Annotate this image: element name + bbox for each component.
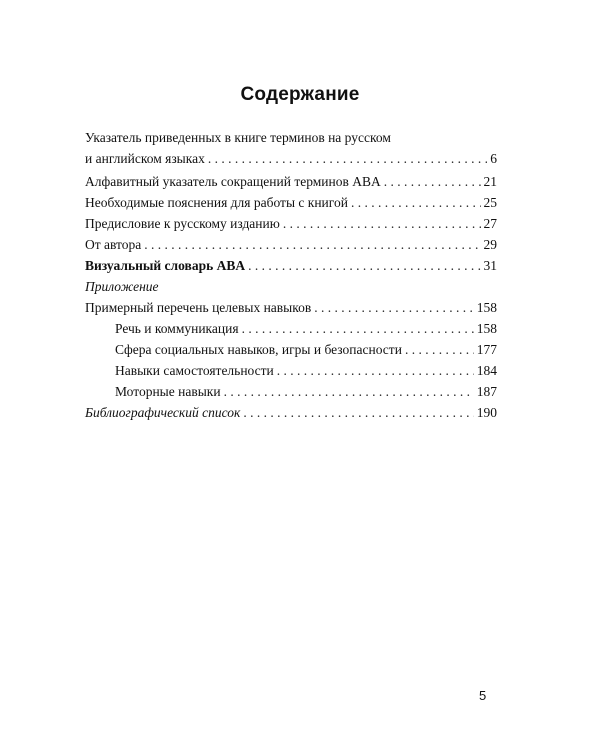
toc-entry-label: Моторные навыки bbox=[115, 384, 221, 399]
page-title: Содержание bbox=[240, 84, 360, 105]
toc-subentry bbox=[85, 339, 497, 360]
toc-entry-page: 187 bbox=[476, 384, 497, 399]
toc-entry bbox=[85, 192, 497, 213]
dot-leader bbox=[144, 234, 480, 255]
toc-entry-page: 31 bbox=[483, 258, 497, 273]
toc-entry bbox=[85, 402, 497, 423]
toc-entry-page: 158 bbox=[476, 321, 497, 336]
dot-leader bbox=[242, 318, 474, 339]
toc-entry-page: 21 bbox=[483, 174, 497, 189]
dot-leader bbox=[243, 402, 473, 423]
toc-entry-label: Сфера социальных навыков, игры и безопасности bbox=[115, 342, 402, 357]
toc-entry-label: Алфавитный указатель сокращений терминов ABA bbox=[85, 174, 381, 189]
dot-leader bbox=[314, 297, 474, 318]
toc-entry-label: От автора bbox=[85, 237, 142, 252]
toc-entry-page: 184 bbox=[476, 363, 497, 378]
toc-entry-page: 190 bbox=[476, 405, 497, 420]
toc-section-heading: Приложение bbox=[85, 279, 159, 294]
toc-entry-label: Предисловие к русскому изданию bbox=[85, 216, 280, 231]
dot-leader bbox=[384, 171, 481, 192]
toc-entry-page: 27 bbox=[483, 216, 497, 231]
toc-entry bbox=[85, 234, 497, 255]
toc-entry bbox=[85, 213, 497, 234]
toc-entry-label-continued: и английском языках bbox=[85, 151, 205, 166]
toc-entry bbox=[85, 297, 497, 318]
dot-leader bbox=[277, 360, 474, 381]
dot-leader bbox=[224, 381, 474, 402]
toc-entry-label: Библиографический список bbox=[85, 405, 241, 420]
dot-leader bbox=[248, 255, 480, 276]
toc-entry-label: Визуальный словарь ABA bbox=[85, 258, 246, 273]
dot-leader bbox=[405, 339, 474, 360]
table-of-contents bbox=[85, 124, 497, 423]
dot-leader bbox=[351, 192, 481, 213]
toc-entry-label: Примерный перечень целевых навыков bbox=[85, 300, 312, 315]
toc-subentry bbox=[85, 381, 497, 402]
page-number: 5 bbox=[479, 688, 487, 703]
toc-subentry bbox=[85, 360, 497, 381]
toc-entry-label: Указатель приведенных в книге терминов на русском bbox=[85, 130, 391, 145]
toc-entry-page: 29 bbox=[483, 237, 497, 252]
toc-entry-page: 6 bbox=[490, 151, 497, 166]
toc-entry-label: Навыки самостоятельности bbox=[115, 363, 274, 378]
toc-entry bbox=[85, 255, 497, 276]
toc-entry bbox=[85, 127, 497, 169]
toc-entry-label: Речь и коммуникация bbox=[115, 321, 239, 336]
toc-entry bbox=[85, 171, 497, 192]
dot-leader bbox=[208, 148, 487, 169]
toc-subentry bbox=[85, 318, 497, 339]
dot-leader bbox=[283, 213, 481, 234]
toc-entry-label: Необходимые пояснения для работы с книгой bbox=[85, 195, 348, 210]
toc-entry-page: 158 bbox=[476, 300, 497, 315]
toc-entry-page: 177 bbox=[476, 342, 497, 357]
toc-entry-page: 25 bbox=[483, 195, 497, 210]
